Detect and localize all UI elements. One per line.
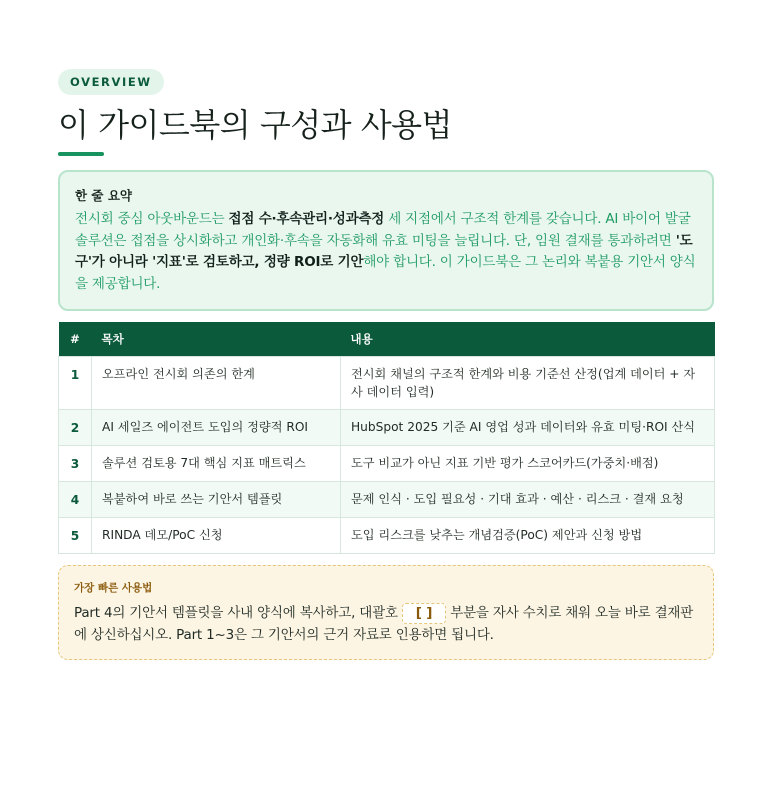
column-header-content: 내용 [341, 322, 715, 356]
row-content: 도입 리스크를 낮추는 개념검증(PoC) 제안과 신청 방법 [341, 517, 715, 553]
row-content: 전시회 채널의 구조적 한계와 비용 기준선 산정(업계 데이터 + 자사 데이터 입력) [341, 356, 715, 409]
contents-table [58, 322, 715, 554]
summary-text [75, 209, 696, 295]
row-number: 5 [59, 517, 92, 553]
table-row [59, 356, 715, 409]
table-row [59, 409, 715, 445]
summary-text-part: 세 지점에서 구조적 한계를 갖습니다. AI 바이어 발굴 솔루션은 접점을 상시화하고 개인화·후속을 자동화해 유효 미팅을 늘립니다. 단, 임원 결재를 통과하려면 [75, 211, 691, 249]
row-content: 도구 비교가 아닌 지표 기반 평가 스코어카드(가중치·배점) [341, 445, 715, 481]
summary-text-part: 해야 합니다. 이 가이드북은 그 논리와 복붙용 기안서 양식을 제공합니다. [75, 254, 696, 292]
row-number: 2 [59, 409, 92, 445]
bracket-placeholder: [ ] [402, 603, 446, 624]
page-title: 이 가이드북의 구성과 사용법 [58, 106, 452, 144]
row-number: 3 [59, 445, 92, 481]
summary-highlight: '도구'가 아니라 '지표'로 검토하고, 정량 ROI로 기안 [75, 232, 693, 270]
table-row [59, 517, 715, 553]
table-row [59, 481, 715, 517]
row-chapter: 오프라인 전시회 의존의 한계 [92, 356, 341, 409]
summary-text-part: 전시회 중심 아웃바운드는 [75, 211, 229, 227]
quick-usage-box [58, 565, 714, 660]
summary-box [58, 170, 714, 311]
title-underline [58, 152, 104, 156]
quick-usage-text-part: 부분을 자사 수치로 채워 오늘 바로 결재판에 상신하십시오. Part 1~3은 그 기안서의 근거 자료로 인용하면 됩니다. [74, 604, 694, 643]
column-header-number: # [59, 322, 92, 356]
quick-usage-label: 가장 빠른 사용법 [74, 581, 153, 594]
row-number: 4 [59, 481, 92, 517]
row-number: 1 [59, 356, 92, 409]
row-chapter: 복붙하여 바로 쓰는 기안서 템플릿 [92, 481, 341, 517]
summary-highlight: 접점 수·후속관리·성과측정 [228, 211, 385, 227]
summary-label: 한 줄 요약 [75, 188, 133, 203]
table-header-row [59, 322, 715, 356]
quick-usage-text-part: Part 4의 기안서 템플릿을 사내 양식에 복사하고, 대괄호 [74, 604, 398, 621]
quick-usage-text [74, 602, 697, 646]
row-content: 문제 인식 · 도입 필요성 · 기대 효과 · 예산 · 리스크 · 결재 요청 [341, 481, 715, 517]
row-chapter: 솔루션 검토용 7대 핵심 지표 매트릭스 [92, 445, 341, 481]
row-chapter: RINDA 데모/PoC 신청 [92, 517, 341, 553]
row-chapter: AI 세일즈 에이전트 도입의 정량적 ROI [92, 409, 341, 445]
column-header-chapter: 목차 [92, 322, 341, 356]
overview-badge: OVERVIEW [58, 69, 164, 95]
table-row [59, 445, 715, 481]
row-content: HubSpot 2025 기준 AI 영업 성과 데이터와 유효 미팅·ROI 산식 [341, 409, 715, 445]
